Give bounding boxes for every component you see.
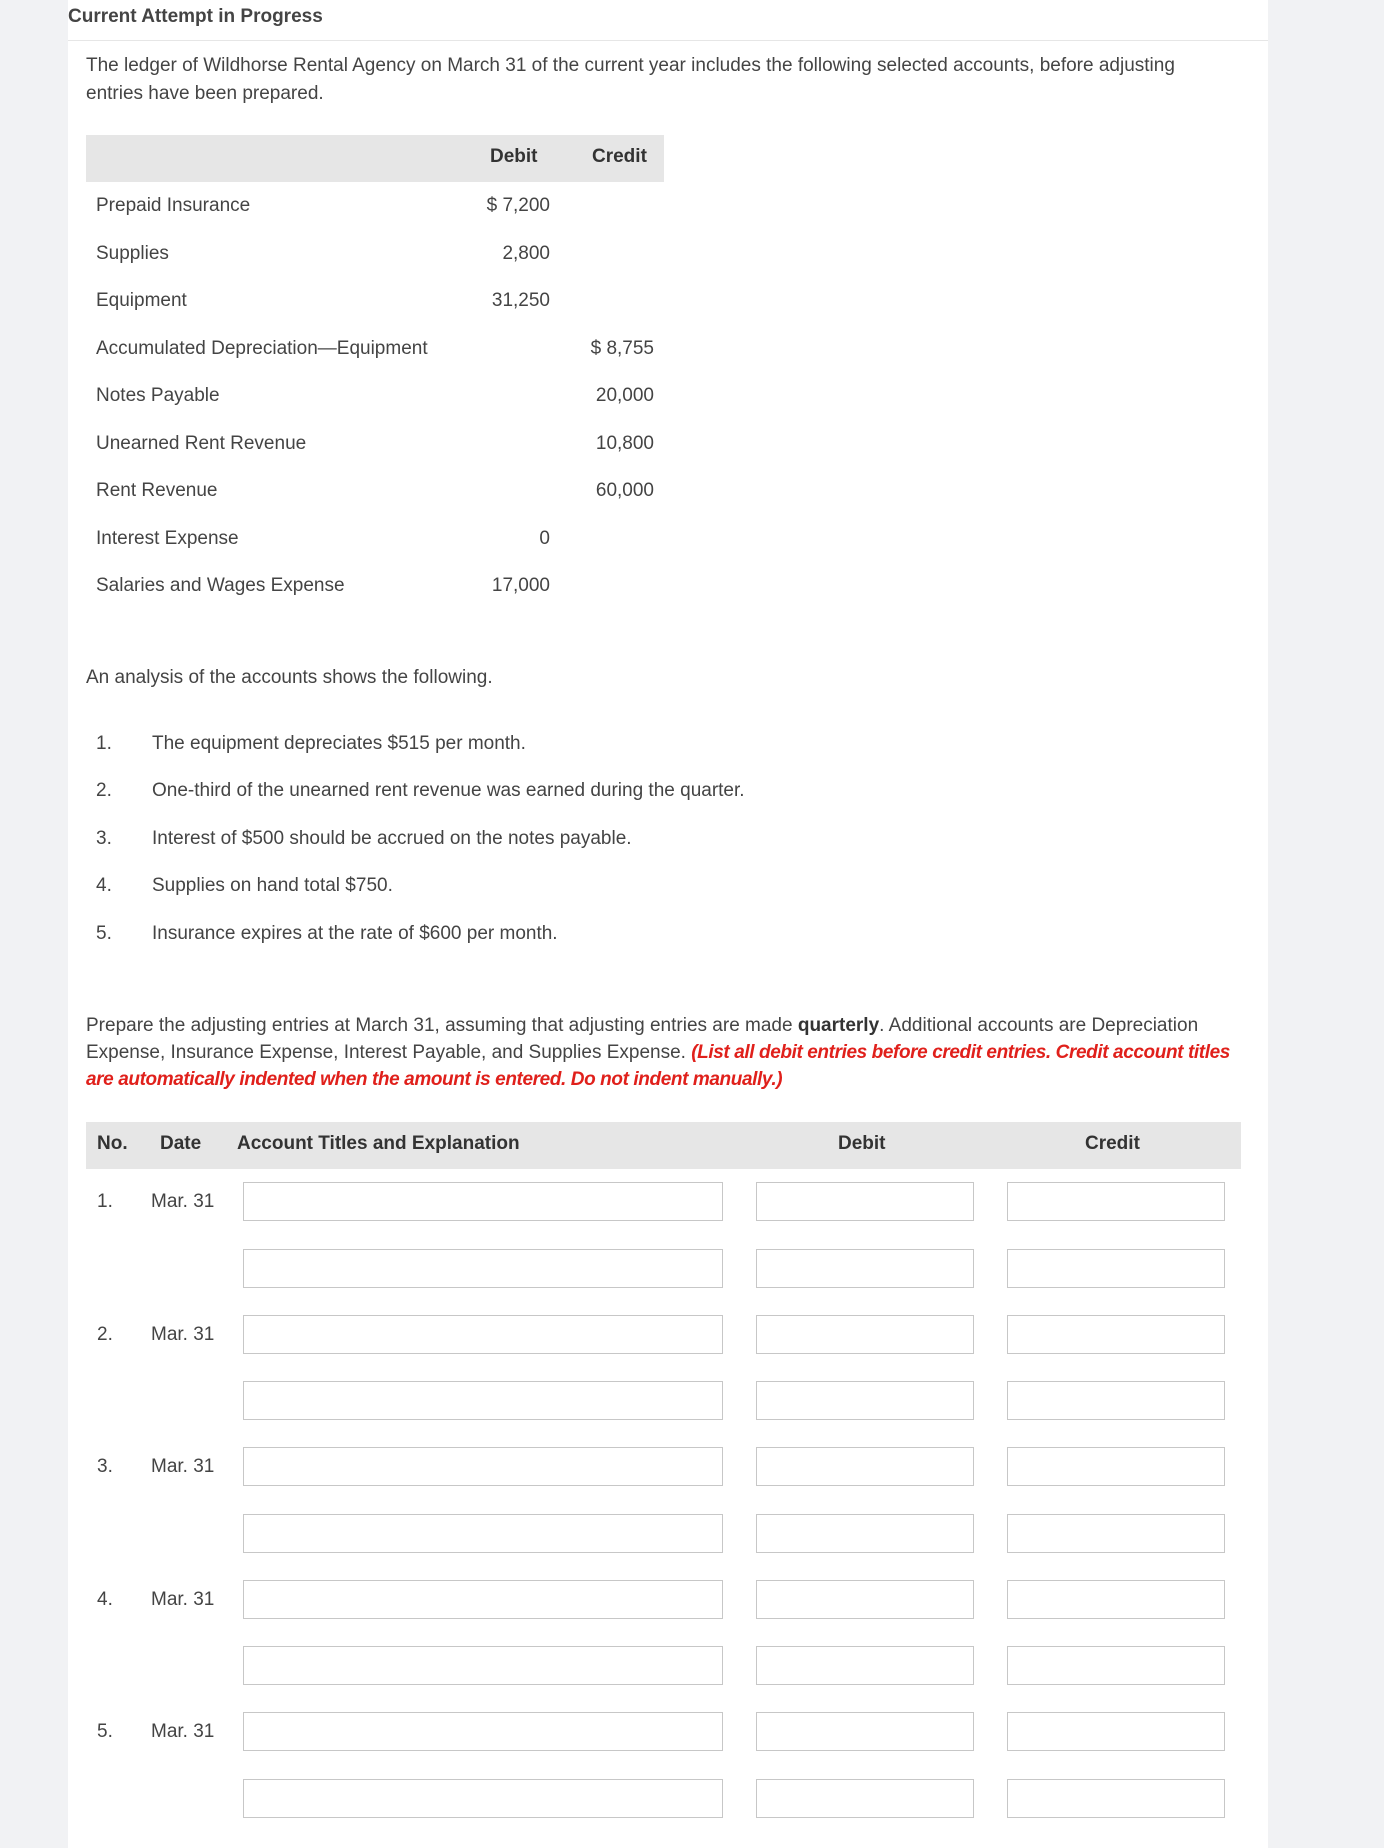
item-text: One-third of the unearned rent revenue was earned during the quarter.	[152, 780, 745, 801]
credit-amount-input[interactable]	[1007, 1580, 1225, 1619]
ledger-account: Interest Expense	[96, 528, 239, 549]
journal-debit-header: Debit	[838, 1133, 886, 1154]
ledger-debit: 17,000	[491, 575, 550, 596]
debit-amount-input[interactable]	[756, 1182, 974, 1221]
item-text: The equipment depreciates $515 per month.	[152, 733, 526, 754]
ledger-row	[86, 290, 664, 320]
ledger-row	[86, 575, 664, 605]
entry-number: 1.	[97, 1191, 113, 1212]
credit-amount-input[interactable]	[1007, 1249, 1225, 1288]
ledger-account: Notes Payable	[96, 385, 220, 406]
ledger-account: Accumulated Depreciation—Equipment	[96, 338, 428, 359]
ledger-debit: 2,800	[502, 243, 550, 264]
ledger-row	[86, 528, 664, 558]
account-title-input[interactable]	[243, 1514, 723, 1553]
ledger-row	[86, 338, 664, 368]
debit-amount-input[interactable]	[756, 1514, 974, 1553]
journal-no-header: No.	[97, 1133, 128, 1154]
debit-amount-input[interactable]	[756, 1580, 974, 1619]
account-title-input[interactable]	[243, 1249, 723, 1288]
journal-credit-header: Credit	[1085, 1133, 1140, 1154]
account-title-input[interactable]	[243, 1381, 723, 1420]
ledger-row	[86, 433, 664, 463]
account-title-input[interactable]	[243, 1580, 723, 1619]
ledger-debit-header: Debit	[490, 146, 538, 167]
item-text: Insurance expires at the rate of $600 per month.	[152, 923, 558, 944]
ledger-account: Unearned Rent Revenue	[96, 433, 307, 454]
entry-number: 4.	[97, 1589, 113, 1610]
account-title-input[interactable]	[243, 1447, 723, 1486]
entry-number: 3.	[97, 1456, 113, 1477]
account-title-input[interactable]	[243, 1646, 723, 1685]
credit-amount-input[interactable]	[1007, 1315, 1225, 1354]
analysis-title: An analysis of the accounts shows the following.	[86, 667, 493, 688]
ledger-debit: $ 7,200	[486, 195, 550, 216]
item-number: 3.	[96, 828, 112, 849]
entry-number: 2.	[97, 1324, 113, 1345]
credit-amount-input[interactable]	[1007, 1712, 1225, 1751]
credit-amount-input[interactable]	[1007, 1182, 1225, 1221]
ledger-debit: 0	[539, 528, 550, 549]
item-number: 1.	[96, 733, 112, 754]
ledger-account: Salaries and Wages Expense	[96, 575, 345, 596]
ledger-header-row	[86, 135, 664, 182]
instructions-emphasis: quarterly	[797, 1015, 880, 1036]
entry-date: Mar. 31	[151, 1721, 215, 1742]
ledger-row	[86, 480, 664, 510]
debit-amount-input[interactable]	[756, 1315, 974, 1354]
instructions-note: (List all debit entries before credit entries. Credit account titles are automatically indented when the amount is entered. Do not indent manually.)	[86, 1042, 1230, 1090]
instructions	[86, 1012, 1246, 1093]
item-number: 4.	[96, 875, 112, 896]
entry-date: Mar. 31	[151, 1324, 215, 1345]
entry-number: 5.	[97, 1721, 113, 1742]
debit-amount-input[interactable]	[756, 1646, 974, 1685]
account-title-input[interactable]	[243, 1315, 723, 1354]
credit-amount-input[interactable]	[1007, 1447, 1225, 1486]
item-number: 5.	[96, 923, 112, 944]
credit-amount-input[interactable]	[1007, 1514, 1225, 1553]
instructions-text: Prepare the adjusting entries at March 31, assuming that adjusting entries are made	[86, 1015, 798, 1036]
credit-amount-input[interactable]	[1007, 1381, 1225, 1420]
ledger-row	[86, 385, 664, 415]
debit-amount-input[interactable]	[756, 1779, 974, 1818]
problem-intro: The ledger of Wildhorse Rental Agency on March 31 of the current year includes the following selected accounts, before adjusting entries have been prepared.	[86, 55, 1175, 104]
ledger-row	[86, 243, 664, 273]
debit-amount-input[interactable]	[756, 1712, 974, 1751]
attempt-status: Current Attempt in Progress	[68, 6, 323, 27]
item-number: 2.	[96, 780, 112, 801]
item-text: Supplies on hand total $750.	[152, 875, 393, 896]
credit-amount-input[interactable]	[1007, 1779, 1225, 1818]
ledger-credit: $ 8,755	[590, 338, 654, 359]
ledger-credit: 20,000	[595, 385, 654, 406]
item-text: Interest of $500 should be accrued on the notes payable.	[152, 828, 632, 849]
entry-date: Mar. 31	[151, 1191, 215, 1212]
ledger-credit-header: Credit	[592, 146, 647, 167]
instructions-text-2: . Additional accounts are Depreciation Expense, Insurance Expense, Interest Payable, and Supplies Expense.	[86, 1015, 1199, 1063]
journal-date-header: Date	[160, 1133, 202, 1154]
journal-account-header: Account Titles and Explanation	[237, 1133, 520, 1154]
debit-amount-input[interactable]	[756, 1381, 974, 1420]
entry-date: Mar. 31	[151, 1589, 215, 1610]
debit-amount-input[interactable]	[756, 1447, 974, 1486]
ledger-credit: 10,800	[595, 433, 654, 454]
ledger-account: Equipment	[96, 290, 187, 311]
ledger-account: Rent Revenue	[96, 480, 218, 501]
divider	[68, 40, 1268, 41]
account-title-input[interactable]	[243, 1779, 723, 1818]
debit-amount-input[interactable]	[756, 1249, 974, 1288]
ledger-credit: 60,000	[595, 480, 654, 501]
ledger-row	[86, 195, 664, 225]
ledger-debit: 31,250	[491, 290, 550, 311]
credit-amount-input[interactable]	[1007, 1646, 1225, 1685]
ledger-account: Prepaid Insurance	[96, 195, 251, 216]
ledger-account: Supplies	[96, 243, 169, 264]
account-title-input[interactable]	[243, 1712, 723, 1751]
entry-date: Mar. 31	[151, 1456, 215, 1477]
account-title-input[interactable]	[243, 1182, 723, 1221]
